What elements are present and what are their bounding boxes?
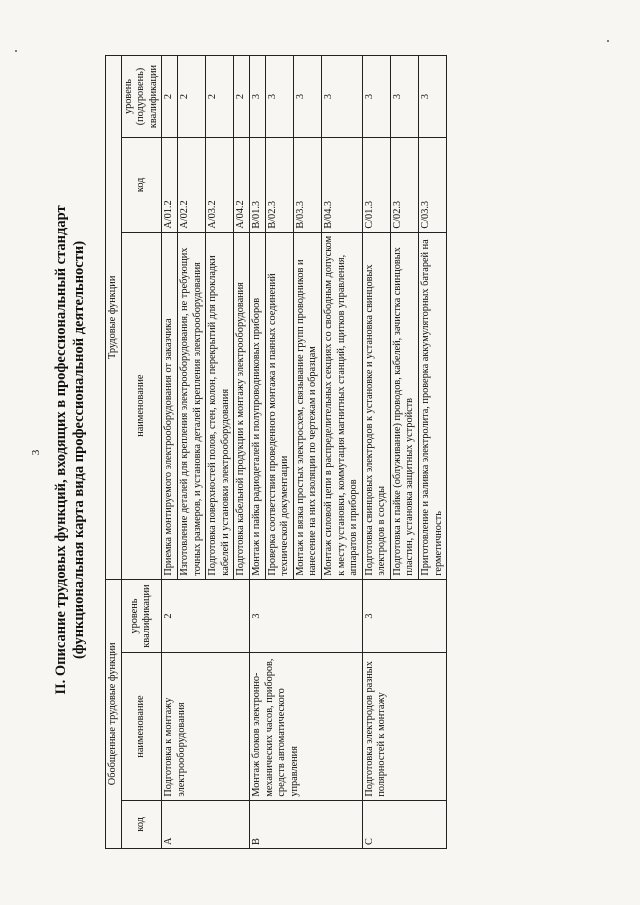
group-code-cell: B [249, 800, 362, 848]
function-code-cell: A/03.2 [206, 138, 234, 233]
group-name-cell: Подготовка электродов разных полярностей к монтажу [362, 653, 447, 800]
function-code-cell: B/03.3 [293, 138, 321, 233]
function-name-cell: Монтаж и вязка простых электросхем, связывание групп проводников и нанесение на них изоляции по чертежам и образцам [293, 232, 321, 579]
header-generalized-functions: Обобщенные трудовые функции [106, 579, 122, 848]
function-code-cell: C/01.3 [362, 138, 390, 233]
page-number: 3 [30, 449, 42, 456]
function-level-cell: 2 [234, 56, 250, 138]
function-level-cell: 3 [362, 56, 390, 138]
function-name-cell: Подготовка свинцовых электродов к установке и установка свинцовых электродов в сосуды [362, 232, 390, 579]
group-name-cell: Монтаж блоков электронно-механических часов, приборов, средств автоматического управления [249, 653, 362, 800]
header-labor-code: код [121, 138, 162, 233]
group-code-cell: A [162, 800, 250, 848]
group-level-cell: 3 [249, 579, 362, 653]
function-code-cell: C/03.3 [419, 138, 447, 233]
scan-speck [15, 50, 17, 52]
function-level-cell: 3 [321, 56, 362, 138]
function-name-cell: Монтаж силовой цепи в распределительных секциях со свободным допуском к месту установки, коммутация магнитных станций, щитков управления, аппаратов и приборов [321, 232, 362, 579]
function-code-cell: A/04.2 [234, 138, 250, 233]
group-level-cell: 2 [162, 579, 250, 653]
header-code: код [121, 800, 162, 848]
table-row [362, 56, 390, 849]
function-code-cell: B/02.3 [265, 138, 293, 233]
function-level-cell: 3 [265, 56, 293, 138]
function-level-cell: 2 [206, 56, 234, 138]
table-row [162, 56, 178, 849]
function-name-cell: Приготовление и заливка электролита, проверка аккумуляторных батарей на герметичность [419, 232, 447, 579]
function-code-cell: B/01.3 [249, 138, 265, 233]
function-name-cell: Подготовка к пайке (облуживание) проводов, кабелей, зачистка свинцовых пластин, установка защитных устройств [390, 232, 418, 579]
function-name-cell: Подготовка кабельной продукции к монтажу электрооборудования [234, 232, 250, 579]
header-name: наименование [121, 653, 162, 800]
page-title [52, 55, 88, 845]
function-name-cell: Приемка монтируемого электрооборудования от заказчика [162, 232, 178, 579]
labor-functions-table [105, 55, 447, 849]
function-name-cell: Монтаж и пайка радиодеталей и полупроводниковых приборов [249, 232, 265, 579]
header-labor-qualification-level: уровень (подуровень) квалификации [121, 56, 162, 138]
function-code-cell: A/01.2 [162, 138, 178, 233]
function-name-cell: Подготовка поверхностей полов, стен, колон, перекрытий для прокладки кабелей и установки электрооборудования [206, 232, 234, 579]
header-qualification-level: уровень квалификации [121, 579, 162, 653]
function-name-cell: Изготовление деталей для крепления электрооборудования, не требующих точных размеров, и установка деталей крепления электрооборудования [177, 232, 205, 579]
function-level-cell: 3 [419, 56, 447, 138]
function-level-cell: 3 [293, 56, 321, 138]
function-code-cell: C/02.3 [390, 138, 418, 233]
function-level-cell: 3 [249, 56, 265, 138]
function-code-cell: A/02.2 [177, 138, 205, 233]
function-level-cell: 3 [390, 56, 418, 138]
function-code-cell: B/04.3 [321, 138, 362, 233]
function-level-cell: 2 [177, 56, 205, 138]
scan-speck [607, 40, 609, 42]
function-name-cell: Проверка соответствия проведенного монтажа и паяных соединений технической документации [265, 232, 293, 579]
table-row [249, 56, 265, 849]
header-labor-name: наименование [121, 232, 162, 579]
group-name-cell: Подготовка к монтажу электрооборудования [162, 653, 250, 800]
group-level-cell: 3 [362, 579, 447, 653]
function-level-cell: 2 [162, 56, 178, 138]
title-line-1: II. Описание трудовых функций, входящих в профессиональный стандарт [53, 205, 69, 695]
title-line-2: (функциональная карта вида профессиональной деятельности) [71, 240, 87, 660]
header-labor-functions: Трудовые функции [106, 56, 122, 580]
group-code-cell: C [362, 800, 447, 848]
